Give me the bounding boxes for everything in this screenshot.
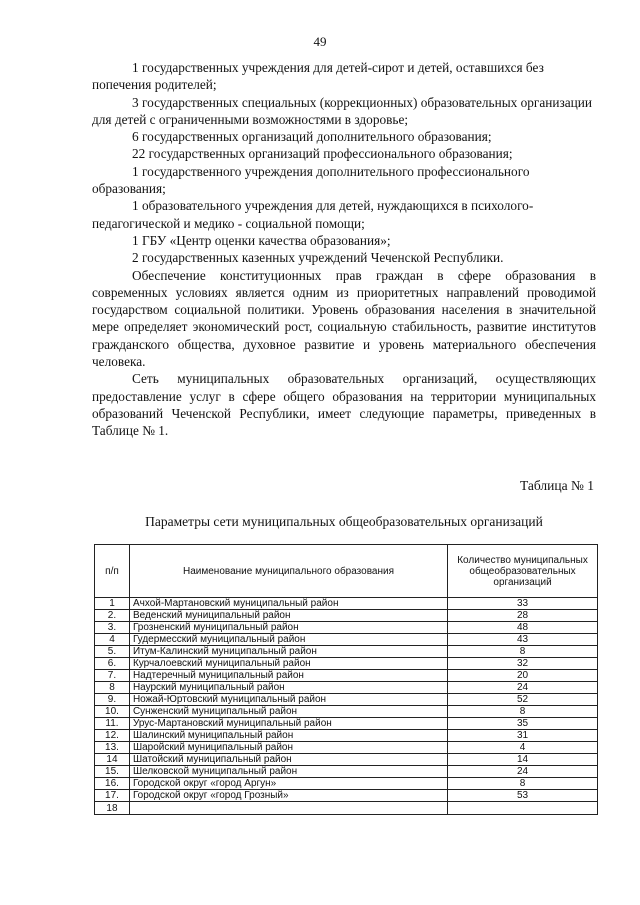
cell-number: 13. — [95, 742, 130, 754]
cell-name: Городской округ «город Аргун» — [129, 778, 447, 790]
cell-number: 3. — [95, 622, 130, 634]
cell-name: Ачхой-Мартановский муниципальный район — [129, 598, 447, 610]
cell-number: 8 — [95, 682, 130, 694]
cell-number: 9. — [95, 694, 130, 706]
cell-count: 28 — [448, 610, 598, 622]
page-number: 49 — [313, 34, 327, 49]
cell-name: Урус-Мартановский муниципальный район — [129, 718, 447, 730]
cell-number: 11. — [95, 718, 130, 730]
cell-number: 6. — [95, 658, 130, 670]
cell-number: 18 — [95, 802, 130, 815]
cell-count: 24 — [448, 682, 598, 694]
paragraph: 3 государственных специальных (коррекционных) образовательных организации для детей с ограниченными возможностями в здоровье; — [92, 94, 593, 127]
cell-count: 24 — [448, 766, 598, 778]
table-row — [95, 718, 598, 730]
cell-name: Грозненский муниципальный район — [129, 622, 447, 634]
table-title: Параметры сети муниципальных общеобразовательных организаций — [145, 514, 543, 529]
cell-number: 10. — [95, 706, 130, 718]
cell-number: 12. — [95, 730, 130, 742]
cell-count: 32 — [448, 658, 598, 670]
cell-count: 14 — [448, 754, 598, 766]
cell-number: 16. — [95, 778, 130, 790]
table-header-row — [95, 545, 598, 598]
paragraph: 2 государственных казенных учреждений Чеченской Республики. — [132, 250, 504, 266]
cell-count: 33 — [448, 598, 598, 610]
table-label: Таблица № 1 — [520, 478, 594, 493]
header-count: Количество муниципальных общеобразовательных организаций — [448, 545, 598, 598]
cell-number: 7. — [95, 670, 130, 682]
cell-name: Шелковской муниципальный район — [129, 766, 447, 778]
cell-count: 53 — [448, 790, 598, 802]
table-row — [95, 778, 598, 790]
table-row — [95, 682, 598, 694]
cell-count: 52 — [448, 694, 598, 706]
cell-name: Городской округ «город Грозный» — [129, 790, 447, 802]
cell-name: Наурский муниципальный район — [129, 682, 447, 694]
cell-name: Ножай-Юртовский муниципальный район — [129, 694, 447, 706]
cell-count: 31 — [448, 730, 598, 742]
table-row — [95, 610, 598, 622]
cell-count: 8 — [448, 646, 598, 658]
cell-count: 20 — [448, 670, 598, 682]
table-row — [95, 766, 598, 778]
header-name: Наименование муниципального образования — [129, 545, 447, 598]
table-row — [95, 694, 598, 706]
cell-number: 14 — [95, 754, 130, 766]
table-row — [95, 670, 598, 682]
table-row — [95, 598, 598, 610]
cell-count: 35 — [448, 718, 598, 730]
table-row — [95, 634, 598, 646]
paragraph: 22 государственных организаций профессионального образования; — [132, 146, 513, 162]
cell-name: Курчалоевский муниципальный район — [129, 658, 447, 670]
cell-name: Шалинский муниципальный район — [129, 730, 447, 742]
cell-name: Надтеречный муниципальный район — [129, 670, 447, 682]
cell-name: Сунженский муниципальный район — [129, 706, 447, 718]
paragraph: 1 образовательного учреждения для детей, нуждающихся в психолого-педагогической и медико - социальной помощи; — [92, 198, 534, 231]
table-row — [95, 742, 598, 754]
cell-count: 43 — [448, 634, 598, 646]
body-text — [92, 59, 596, 440]
table-row — [95, 658, 598, 670]
table-row — [95, 790, 598, 802]
paragraph: 1 ГБУ «Центр оценки качества образования»; — [132, 232, 391, 248]
cell-name: Веденский муниципальный район — [129, 610, 447, 622]
cell-number: 15. — [95, 766, 130, 778]
cell-count: 8 — [448, 778, 598, 790]
cell-number: 2. — [95, 610, 130, 622]
cell-name: Итум-Калинский муниципальный район — [129, 646, 447, 658]
paragraph: 1 государственного учреждения дополнительного профессионального образования; — [92, 163, 530, 197]
table-row — [95, 646, 598, 658]
table-row — [95, 802, 598, 815]
table-row — [95, 706, 598, 718]
cell-name — [129, 802, 447, 815]
cell-name: Шаройский муниципальный район — [129, 742, 447, 754]
cell-name: Гудермесский муниципальный район — [129, 634, 447, 646]
paragraph: Обеспечение конституционных прав граждан в сфере образования в современных условиях является одним из приоритетных направлений проводимой государством социальной политики. Уровень образования населения в значительной мере определяет экономический рост, социальную стабильность, развитие институтов гражданского общества, духовное развитие и уровень материального обеспечения человека. — [92, 267, 596, 370]
cell-count — [448, 802, 598, 815]
paragraph: Сеть муниципальных образовательных организаций, осуществляющих предоставление услуг в сфере общего образования на территории муниципальных образований Чеченской Республики, имеет следующие параметры, приведенных в Таблице № 1. — [92, 371, 596, 439]
header-number: п/п — [95, 545, 130, 598]
cell-number: 4 — [95, 634, 130, 646]
paragraph: 1 государственных учреждения для детей-сирот и детей, оставшихся без попечения родителей; — [92, 60, 544, 93]
table-row — [95, 622, 598, 634]
paragraph: 6 государственных организаций дополнительного образования; — [132, 129, 492, 145]
data-table — [94, 544, 598, 815]
cell-number: 1 — [95, 598, 130, 610]
table-row — [95, 754, 598, 766]
table-row — [95, 730, 598, 742]
cell-count: 48 — [448, 622, 598, 634]
cell-number: 5. — [95, 646, 130, 658]
cell-count: 8 — [448, 706, 598, 718]
cell-number: 17. — [95, 790, 130, 802]
cell-count: 4 — [448, 742, 598, 754]
cell-name: Шатойский муниципальный район — [129, 754, 447, 766]
